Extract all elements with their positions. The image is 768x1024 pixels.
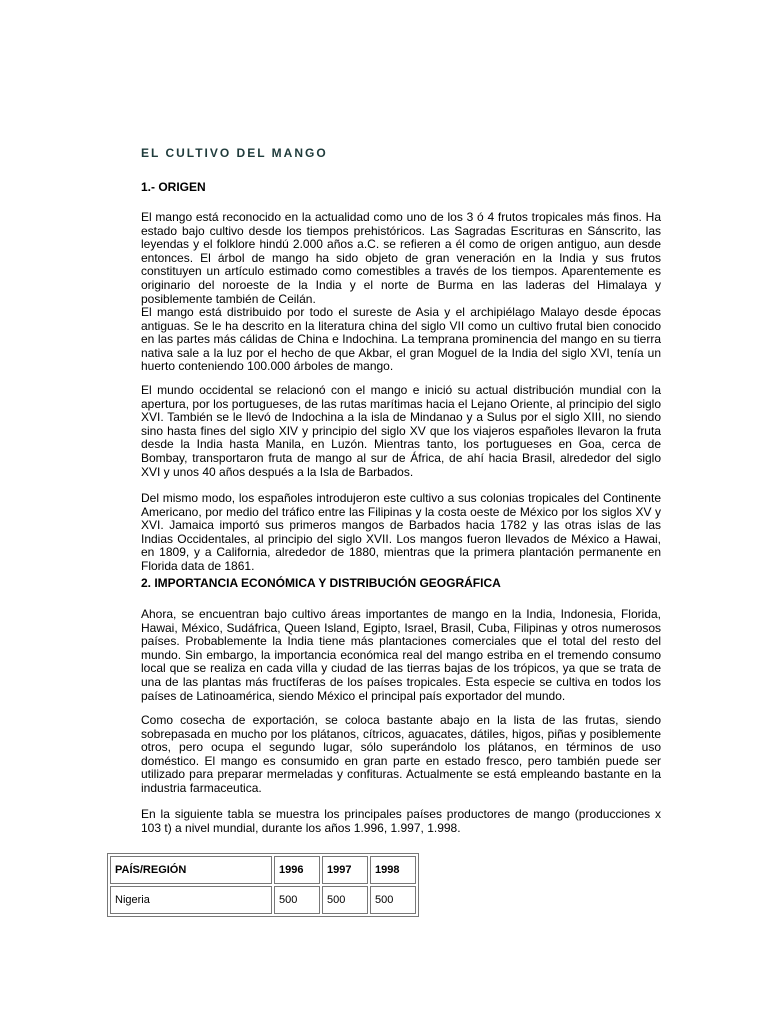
paragraph: El mundo occidental se relacionó con el mango e inició su actual distribución mundial con la apertura, por los portugueses, de las rutas marítimas hacia el Lejano Oriente, al principio del siglo XVI. También se le llevó de Indochina a la isla de Mindanao y a Sulus por el siglo XIII, no siendo sino hasta fines del siglo XIV y principio del siglo XV que los viajeros españoles llevaron la fruta desde la India hasta Manila, en Luzón. Mientras tanto, los portugueses en Goa, cerca de Bombay, transportaron fruta de mango al sur de África, de ahí hacia Brasil, alrededor del siglo XVI y unos 40 años después a la Isla de Barbados. xyxy=(141,383,661,479)
table-cell: 500 xyxy=(274,886,320,914)
table-header-cell: 1997 xyxy=(322,856,368,884)
table-cell: 500 xyxy=(322,886,368,914)
paragraph: Ahora, se encuentran bajo cultivo áreas importantes de mango en la India, Indonesia, Florida, Hawai, México, Sudáfrica, Queen Island, Egipto, Israel, Brasil, Cuba, Filipinas y otros numerosos países. Probablemente la India tiene más plantaciones comerciales que el total del resto del mundo. Sin embargo, la importancia económica real del mango estriba en el tremendo consumo local que se realiza en cada villa y ciudad de las tierras bajas de los trópicos, ya que se trata de una de las plantas más fructíferas de los países tropicales. Esta especie se cultiva en todos los países de Latinoamérica, siendo México el principal país exportador del mundo. xyxy=(141,607,661,703)
table-header-cell: 1998 xyxy=(370,856,416,884)
table-cell: 500 xyxy=(370,886,416,914)
paragraph: En la siguiente tabla se muestra los principales países productores de mango (producciones x 103 t) a nivel mundial, durante los años 1.996, 1.997, 1.998. xyxy=(141,807,661,835)
production-table xyxy=(107,853,419,917)
table-header-row xyxy=(110,856,416,884)
table-header-cell: PAÍS/REGIÓN xyxy=(110,856,272,884)
document-title: EL CULTIVO DEL MANGO xyxy=(141,146,328,160)
paragraph: Como cosecha de exportación, se coloca bastante abajo en la lista de las frutas, siendo sobrepasada en mucho por los plátanos, cítricos, aguacates, dátiles, higos, piñas y posiblemente otros, pero ocupa el segundo lugar, sólo superándolo los plátanos, en términos de uso doméstico. El mango es consumido en gran parte en estado fresco, pero también puede ser utilizado para preparar mermeladas y confituras. Actualmente se está empleando bastante en la industria farmaceutica. xyxy=(141,713,661,795)
table-row xyxy=(110,886,416,914)
section-heading-origen: 1.- ORIGEN xyxy=(141,180,206,194)
table-cell: Nigeria xyxy=(110,886,272,914)
paragraph: El mango está distribuido por todo el sureste de Asia y el archipiélago Malayo desde épocas antiguas. Se le ha descrito en la literatura china del siglo VII como un cultivo frutal bien conocido en las partes más cálidas de China e Indochina. La temprana prominencia del mango en su tierra nativa sale a la luz por el hecho de que Akbar, el gran Moguel de la India del siglo XVI, tenía un huerto conteniendo 100.000 árboles de mango. xyxy=(141,305,661,374)
section-heading-importancia: 2. IMPORTANCIA ECONÓMICA Y DISTRIBUCIÓN GEOGRÁFICA xyxy=(141,576,501,590)
table-header-cell: 1996 xyxy=(274,856,320,884)
paragraph: Del mismo modo, los españoles introdujeron este cultivo a sus colonias tropicales del Continente Americano, por medio del tráfico entre las Filipinas y la costa oeste de México por los siglos XV y XVI. Jamaica importó sus primeros mangos de Barbados hacia 1782 y las otras islas de las Indias Occidentales, al principio del siglo XVII. Los mangos fueron llevados de México a Hawai, en 1809, y a California, alrededor de 1880, mientras que la primera plantación permanente en Florida data de 1861. xyxy=(141,491,661,573)
paragraph: El mango está reconocido en la actualidad como uno de los 3 ó 4 frutos tropicales más finos. Ha estado bajo cultivo desde los tiempos prehistóricos. Las Sagradas Escrituras en Sánscrito, las leyendas y el folklore hindú 2.000 años a.C. se refieren a él como de origen antiguo, aun desde entonces. El árbol de mango ha sido objeto de gran veneración en la India y sus frutos constituyen un artículo estimado como comestibles a través de los tiempos. Aparentemente es originario del noroeste de la India y el norte de Burma en las laderas del Himalaya y posiblemente también de Ceilán. xyxy=(141,210,661,306)
